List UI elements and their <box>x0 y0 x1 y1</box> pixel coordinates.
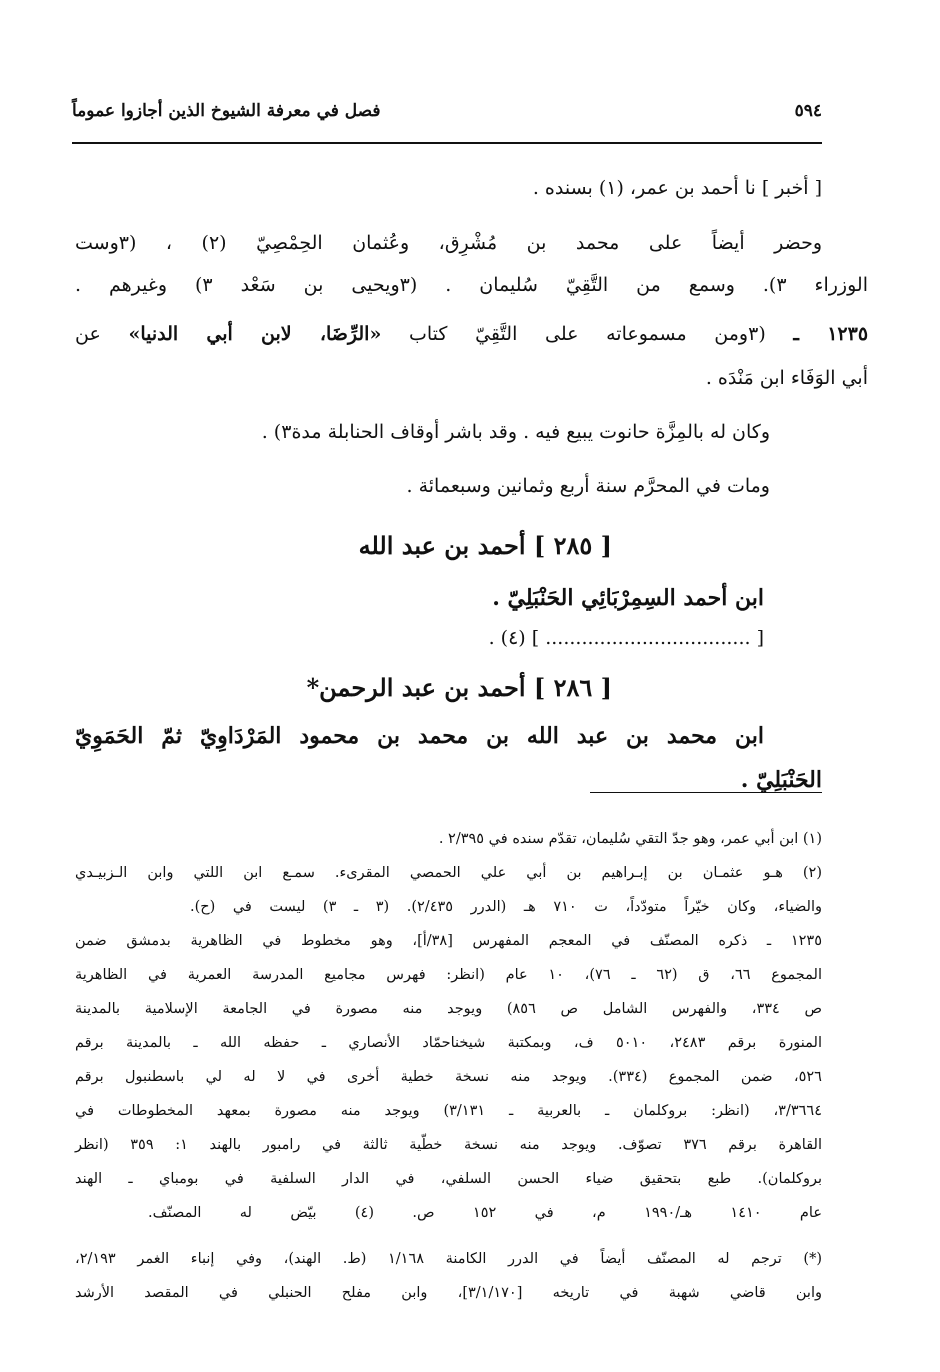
footnote-1235-line2: المجموع ٦٦، ق (٦٢ ـ ٧٦)، ١٠ عام (انظر: فهرس مجاميع المدرسة العمرية في الظاهرية <box>75 967 822 983</box>
footnote-star-line1: (*) ترجم له المصنّف أيضاً في الدرر الكامنة ١/١٦٨ (ط. الهند)، وفي إنباء الغمر ٢/١٩٣، <box>75 1251 822 1267</box>
footnote-1235-line9 <box>148 1204 822 1223</box>
footnote-rule <box>590 792 822 793</box>
footnote-4: (٤) بيّض له المصنّف. <box>148 1205 375 1221</box>
entry-number: ١٢٣٥ ـ <box>793 323 869 345</box>
footnote-2-line2 <box>190 898 822 917</box>
entry-1235-line <box>75 322 868 347</box>
entry-text-a: (٣ومن مسموعاته على التَّقِيّ كتاب <box>409 323 766 345</box>
entry-286-name-line1: ابن محمد بن عبد الله بن محمد بن محمود المَرْدَاوِيّ ثمّ الحَمَوِيّ <box>75 723 764 749</box>
entry-286-heading: [ ٢٨٦ ] أحمد بن عبد الرحمن* <box>306 673 612 702</box>
footnote-1235-line8: بروكلمان). طبع بتحقيق ضياء الحسن السلفي، في الدار السلفية في بومباي ـ الهند <box>75 1171 822 1187</box>
footnote-1235-line1: ١٢٣٥ ـ ذكره المصنّف في المعجم المفهرس [٣٨/أ]، وهو مخطوط في الظاهرية بدمشق ضمن <box>75 933 822 949</box>
entry-text-b: عن <box>75 323 101 345</box>
footnote-1235-end: عام ١٤١٠ هـ/١٩٩٠ م، في ١٥٢ ص. <box>412 1205 822 1221</box>
entry-286-name-line2: الحَنْبَلِيّ . <box>740 767 822 793</box>
text-line-3: الوزراء ٣). وسمع من التَّقِيّ سُليمان . (٣ويحيى بن سَعْد ٣) وغيرهم . <box>75 274 868 296</box>
running-title: فصل في معرفة الشيوخ الذين أجازوا عموماً <box>72 101 381 121</box>
footnote-1235-line5: ٥٢٦، ضمن المجموع (٣٣٤). ويوجد منه نسخة خطية أخرى في لا له لي باسطنبول برقم <box>75 1069 822 1085</box>
entry-285-name: ابن أحمد السِمِرْبَائِي الحَنْبَلِيّ . <box>492 585 764 611</box>
blank-placeholder: [ .................................. ] (٤) . <box>488 627 764 649</box>
text-line-2: وحضر أيضاً على محمد بن مُشْرِق، وعُثمان الحِمْصِيّ (٢) ، (٣وست <box>75 232 822 254</box>
footnote-star-line2: وابن قاضي شهبة في تاريخه [٣/١/١٧٠]، وابن مفلح الحنبلي في المقصد الأرشد <box>75 1285 822 1301</box>
footnote-1235-line7: القاهرة برقم ٣٧٦ تصوّف. ويوجد منه نسخة خطّية ثالثة في رامبور بالهند ١: ٣٥٩ (انظر <box>75 1137 822 1153</box>
entry-285-heading: [ ٢٨٥ ] أحمد بن عبد الله <box>358 531 612 560</box>
footnote-1235-line3: ص ٣٣٤، والفهرس الشامل ص ٨٥٦) ويوجد منه مصورة في الجامعة الإسلامية بالمدينة <box>75 1001 822 1017</box>
book-title: «الرِّضَا، لابن أبي الدنيا» <box>128 323 382 345</box>
footnote-1235-line6: ٣/٣٦٦٤، (انظر: بروكلمان ـ بالعربية ـ ٣/١٣١) ويوجد منه مصورة بمعهد المخطوطات في <box>75 1103 822 1119</box>
text-line-5: أبي الوَفَاء ابن مَنْدَه . <box>705 367 868 389</box>
text-line-7: ومات في المحرَّم سنة أربع وثمانين وسبعمائة . <box>406 475 770 497</box>
footnote-2-text: والضياء، وكان خيّراً متودّداً، ت ٧١٠ هـ (الدرر ٢/٤٣٥). <box>406 899 822 915</box>
page-number: ٥٩٤ <box>794 101 822 121</box>
text-line-1: [ أخبر ] نا أحمد بن عمر، (١) بسنده . <box>532 177 822 199</box>
text-line-6: وكان له بالمِزَّة حانوت يبيع فيه . وقد باشر أوقاف الحنابلة مدة٣) . <box>261 421 770 443</box>
footnote-3-3-note: (٣ ـ ٣) ليست في (ح). <box>190 899 390 915</box>
header-rule <box>72 142 822 144</box>
running-header <box>72 92 822 130</box>
footnote-1235-line4: المنورة برقم ٢٤٨٣، ٥٠١٠ ف، وبمكتبة شيخناحمّاد الأنصاري ـ حفظه الله ـ بالمدينة برقم <box>75 1035 822 1051</box>
footnote-1: (١) ابن أبي عمر، وهو جدّ التقي سُليمان، تقدّم سنده في ٢/٣٩٥ . <box>438 831 822 847</box>
footnote-2-line1: (٢) هـو عثمـان بن إبـراهيم بن أبي علي الحمصي المقرىء. سمـع ابن اللتي وابن الـزبيـدي <box>75 865 822 881</box>
